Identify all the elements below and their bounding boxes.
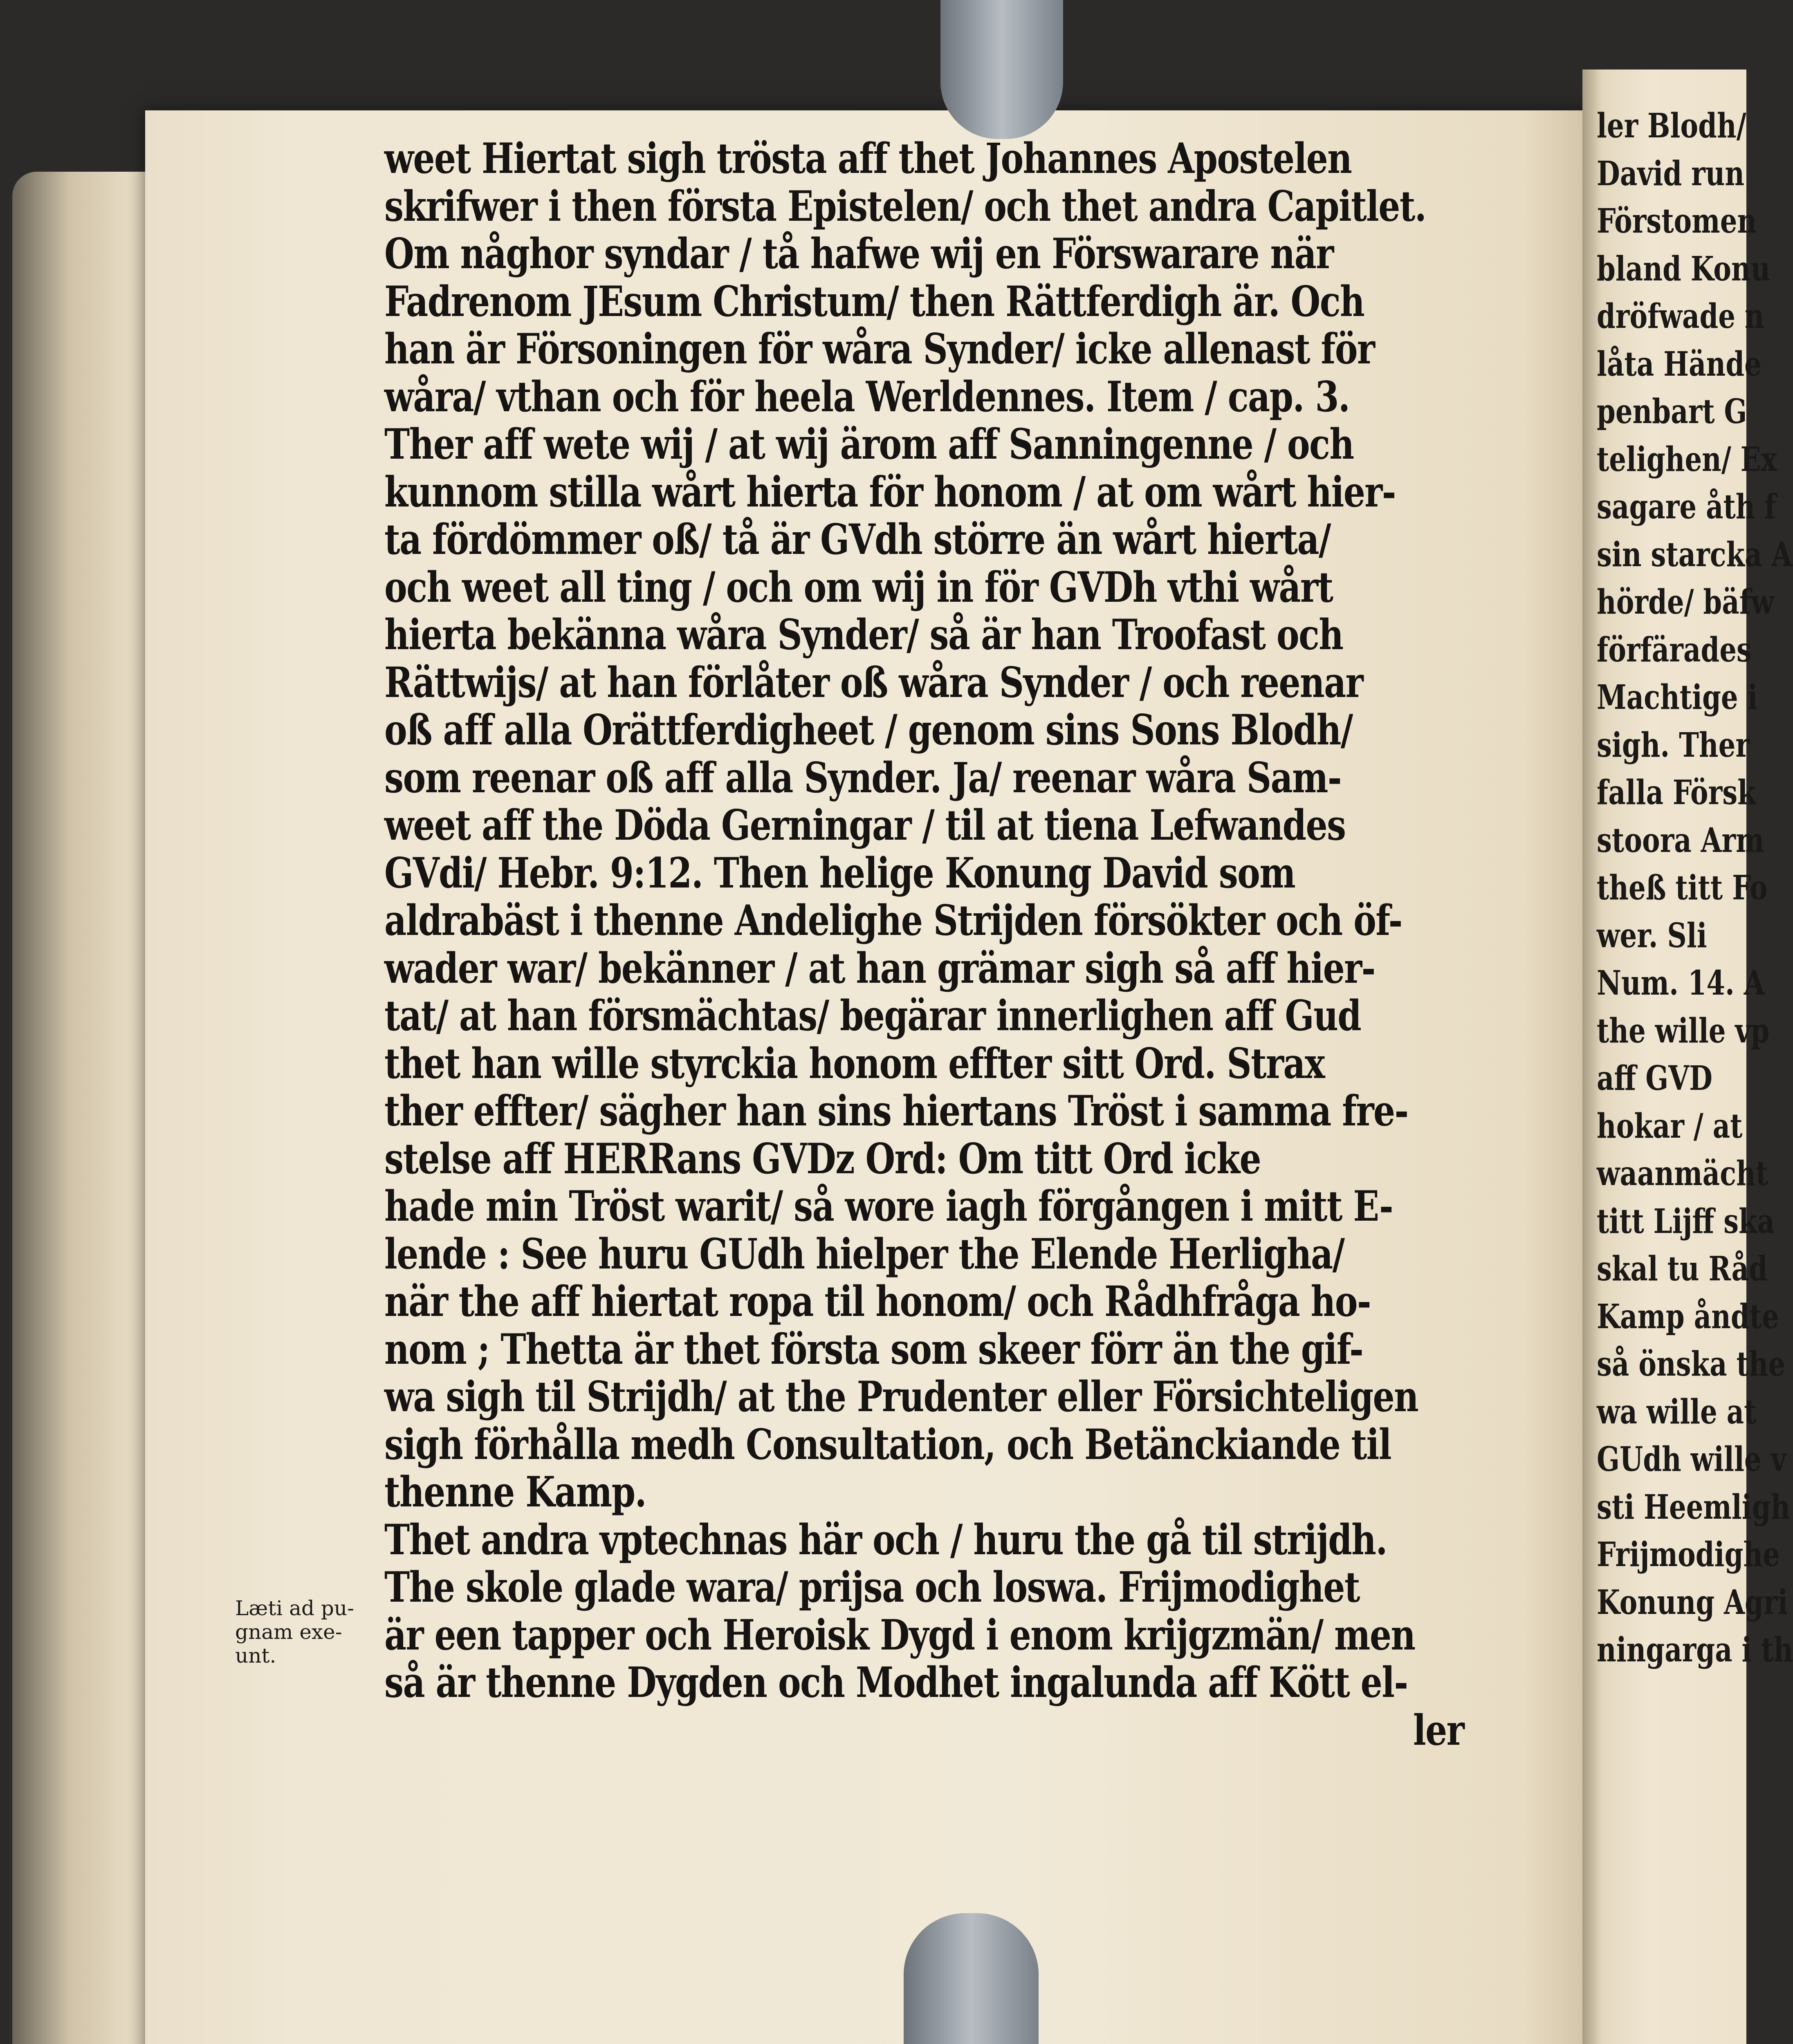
- right-page-line: titt Lijff ska: [1597, 1201, 1775, 1241]
- right-page-line: Frijmodighe: [1597, 1535, 1780, 1574]
- right-page-line: Konung Agri: [1597, 1582, 1788, 1622]
- right-page-line: hokar / at: [1597, 1106, 1743, 1146]
- text-line: weet Hiertat sigh trösta aff thet Johannes Apostelen: [384, 134, 1352, 183]
- right-page-line: ler Blodh/: [1597, 106, 1746, 146]
- text-line: The skole glade wara/ prijsa och loswa. Frijmodighet: [384, 1563, 1360, 1612]
- main-text-block: [384, 135, 1464, 1754]
- right-page-line: waanmächt: [1597, 1154, 1768, 1193]
- right-page-line: förfärades: [1597, 630, 1752, 670]
- text-line: så är thenne Dygden och Modhet ingalunda aff Kött el-: [384, 1658, 1408, 1707]
- right-page-line: dröfwade n: [1597, 297, 1764, 336]
- right-page-line: theß titt Fo: [1597, 868, 1768, 908]
- text-line: som reenar oß aff alla Synder. Ja/ reenar wåra Sam-: [384, 753, 1341, 802]
- text-line: aldrabäst i thenne Andelighe Strijden försökter och öf-: [384, 896, 1402, 945]
- margin-note: [235, 1596, 374, 1667]
- right-page-line: låta Hände: [1597, 344, 1762, 384]
- right-page-line: så önska the: [1597, 1345, 1786, 1384]
- text-line: wader war/ bekänner / at han grämar sigh så aff hier-: [384, 944, 1375, 993]
- text-line: nom ; Thetta är thet första som skeer förr än the gif-: [384, 1325, 1363, 1374]
- top-page-clip: [940, 0, 1063, 139]
- text-line: hade min Tröst warit/ så wore iagh förgången i mitt E-: [384, 1182, 1393, 1231]
- margin-note-line: gnam exe-: [235, 1620, 342, 1644]
- text-line: weet aff the Döda Gerningar / til at tiena Lefwandes: [384, 801, 1346, 850]
- text-line: GVdi/ Hebr. 9:12. Then helige Konung David som: [384, 848, 1295, 898]
- text-line: Fadrenom JEsum Christum/ then Rättferdigh är. Och: [384, 277, 1364, 326]
- text-line: skrifwer i then första Epistelen/ och thet andra Capitlet.: [384, 182, 1426, 231]
- text-line: stelse aff HERRans GVDz Ord: Om titt Ord icke: [384, 1134, 1261, 1183]
- right-page-line: bland Konu: [1597, 249, 1771, 289]
- right-page-line: stoora Arm: [1597, 820, 1764, 860]
- text-line: Thet andra vptechnas här och / huru the gå til strijdh.: [384, 1515, 1387, 1564]
- right-page-line: falla Försk: [1597, 773, 1756, 812]
- right-page-line: sti Heemligh: [1597, 1487, 1791, 1527]
- text-line: kunnom stilla wårt hierta för honom / at om wårt hier-: [384, 467, 1396, 517]
- right-page-line: hörde/ bäfw: [1597, 583, 1774, 622]
- right-page-line: aff GVD: [1597, 1059, 1712, 1098]
- text-line: hierta bekänna wåra Synder/ så är han Troofast och: [384, 610, 1343, 659]
- right-page-line: ningarga i th: [1597, 1630, 1793, 1670]
- right-page-line: Kamp åndte: [1597, 1297, 1779, 1336]
- right-page-line: Machtige i: [1597, 678, 1758, 717]
- text-line: Om någhor syndar / tå hafwe wij en Förswarare när: [384, 229, 1333, 278]
- text-line: han är Försoningen för wåra Synder/ icke allenast för: [384, 325, 1375, 374]
- right-page-line: wa wille at: [1597, 1392, 1757, 1432]
- margin-note-line: unt.: [235, 1644, 276, 1667]
- text-line: när the aff hiertat ropa til honom/ och Rådhfråga ho-: [384, 1277, 1371, 1326]
- right-page-line: penbart G: [1597, 392, 1747, 431]
- text-line: tat/ at han försmächtas/ begärar innerlighen aff Gud: [384, 991, 1361, 1040]
- text-line: wa sigh til Strijdh/ at the Prudenter eller Försichteligen: [384, 1372, 1418, 1421]
- right-page-line: sagare åth f: [1597, 487, 1776, 527]
- text-line: är een tapper och Heroisk Dygd i enom krijgzmän/ men: [384, 1610, 1415, 1660]
- text-line: ther effter/ sägher han sins hiertans Tröst i samma fre-: [384, 1087, 1408, 1136]
- bottom-page-clip: [904, 1913, 1039, 2044]
- text-line: thenne Kamp.: [384, 1468, 646, 1517]
- margin-note-line: Læti ad pu-: [235, 1596, 354, 1620]
- right-page-line: the wille vp: [1597, 1011, 1770, 1051]
- text-line: lende : See huru GUdh hielper the Elende Herligha/: [384, 1229, 1344, 1279]
- text-line: ta fördömmer oß/ tå är GVdh större än wårt hierta/: [384, 515, 1331, 564]
- right-page-line: wer. Sli: [1597, 916, 1707, 955]
- right-page-line: sin starcka A: [1597, 535, 1793, 574]
- right-page-text: [1597, 102, 1793, 1674]
- right-page-line: telighen/ Ex: [1597, 439, 1777, 479]
- text-line: Ther aff wete wij / at wij ärom aff Sanningenne / och: [384, 420, 1354, 469]
- text-line: oß aff alla Orättferdigheet / genom sins Sons Blodh/: [384, 706, 1353, 755]
- right-page-line: sigh. Ther: [1597, 725, 1750, 765]
- right-page-line: Num. 14. A: [1597, 964, 1765, 1003]
- text-line: sigh förhålla medh Consultation, och Betänckiande til: [384, 1420, 1391, 1469]
- text-line: wåra/ vthan och för heela Werldennes. Item / cap. 3.: [384, 372, 1350, 421]
- text-line: och weet all ting / och om wij in för GVDh vthi wårt: [384, 563, 1333, 612]
- text-line: Rättwijs/ at han förlåter oß wåra Synder / och reenar: [384, 658, 1363, 707]
- right-page-line: David run: [1597, 154, 1745, 193]
- catchword: ler: [1413, 1706, 1464, 1755]
- right-page-line: skal tu Råd: [1597, 1249, 1768, 1289]
- text-line: thet han wille styrckia honom effter sitt Ord. Strax: [384, 1039, 1325, 1088]
- right-page-line: GUdh wille v: [1597, 1440, 1786, 1479]
- right-page-line: Förstomen: [1597, 202, 1757, 241]
